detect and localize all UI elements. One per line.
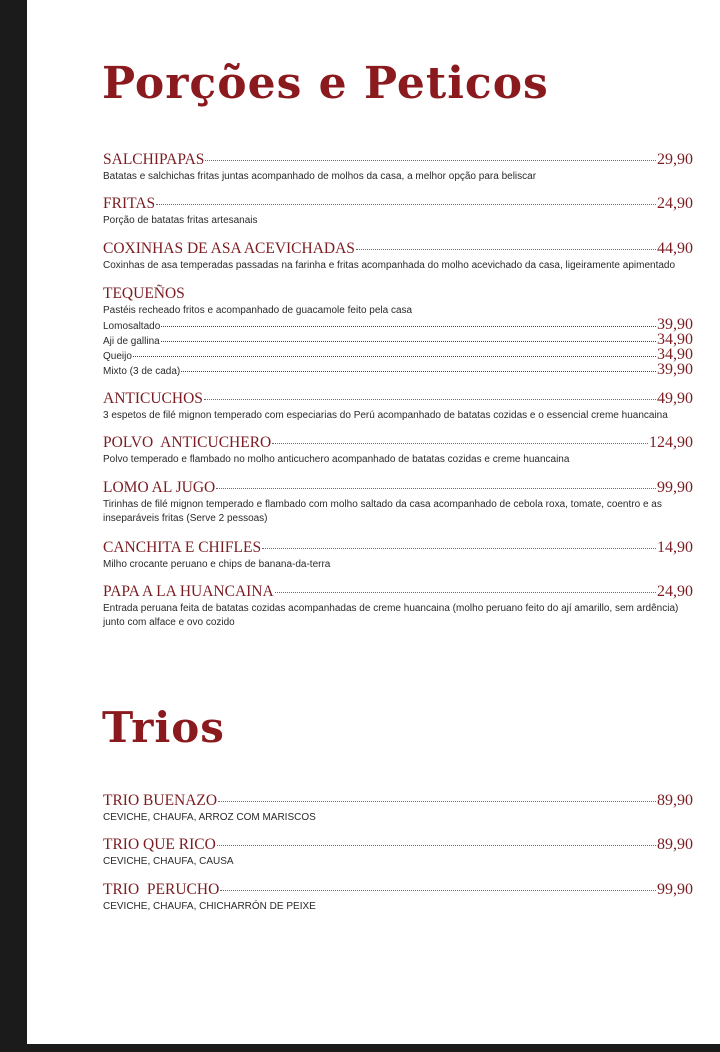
left-border: [0, 0, 27, 1052]
item-price: 24,90: [657, 583, 693, 600]
option-row: [103, 318, 693, 333]
menu-item: [103, 240, 693, 273]
item-description: Pastéis recheado fritos e acompanhado de guacamole feito pela casa: [103, 305, 413, 316]
item-name: PAPA A LA HUANCAINA: [103, 583, 274, 600]
item-name: POLVO ANTICUCHERO: [103, 434, 272, 451]
item-price: 29,90: [657, 151, 693, 168]
dot-leader: [275, 592, 656, 593]
item-description: Milho crocante peruano e chips de banana-da-terra: [103, 559, 331, 570]
option-row: [103, 363, 693, 378]
menu-item: [103, 195, 693, 228]
bottom-border: [0, 1044, 720, 1052]
item-name: COXINHAS DE ASA ACEVICHADAS: [103, 240, 355, 257]
option-row: [103, 333, 693, 348]
item-description: Entrada peruana feita de batatas cozidas acompanhadas de creme huancaina (molho peruano feito do ají amarillo, sem ardência) junto com alface e ovo cozido: [103, 603, 679, 628]
option-price: 39,90: [657, 361, 693, 378]
option-name: Aji de gallina: [103, 336, 160, 347]
dot-leader: [156, 204, 656, 205]
item-description: CEVICHE, CHAUFA, CHICHARRÓN DE PEIXE: [103, 901, 316, 912]
item-description: 3 espetos de filé mignon temperado com especiarias do Perú acompanhado de batatas cozidas e o essencial creme huancaina: [103, 410, 668, 421]
item-name: TRIO BUENAZO: [103, 792, 218, 809]
item-description: Coxinhas de asa temperadas passadas na farinha e fritas acompanhada do molho acevichado da casa, ligeiramente apimentado: [103, 260, 676, 271]
item-name: ANTICUCHOS: [103, 390, 203, 407]
dot-leader: [262, 548, 656, 549]
menu-item: [103, 434, 693, 467]
item-description: CEVICHE, CHAUFA, ARROZ COM MARISCOS: [103, 812, 316, 823]
item-description: CEVICHE, CHAUFA, CAUSA: [103, 856, 234, 867]
item-price: 14,90: [657, 539, 693, 556]
option-row: [103, 348, 693, 363]
item-name: TRIO QUE RICO: [103, 836, 216, 853]
menu-item: [103, 583, 693, 630]
option-price: 34,90: [657, 331, 693, 348]
item-price: 49,90: [657, 390, 693, 407]
item-name: SALCHIPAPAS: [103, 151, 205, 168]
menu-item: [103, 390, 693, 423]
dot-leader: [356, 249, 656, 250]
dot-leader: [181, 371, 656, 372]
menu-item: [103, 836, 693, 869]
item-price: 89,90: [657, 792, 693, 809]
dot-leader: [216, 488, 656, 489]
item-price: 24,90: [657, 195, 693, 212]
item-name: CANCHITA E CHIFLES: [103, 539, 262, 556]
option-price: 34,90: [657, 346, 693, 363]
menu-item: [103, 151, 693, 184]
dot-leader: [133, 356, 656, 357]
item-name: TRIO PERUCHO: [103, 881, 220, 898]
menu-item: [103, 539, 693, 572]
option-name: Queijo: [103, 351, 132, 362]
dot-leader: [161, 341, 656, 342]
menu-item: [103, 285, 693, 378]
item-price: 89,90: [657, 836, 693, 853]
item-description: Porção de batatas fritas artesanais: [103, 215, 258, 226]
item-price: 99,90: [657, 881, 693, 898]
dot-leader: [161, 326, 656, 327]
item-price: 124,90: [649, 434, 693, 451]
option-name: Mixto (3 de cada): [103, 366, 181, 377]
dot-leader: [204, 399, 656, 400]
menu-item: [103, 881, 693, 914]
option-price: 39,90: [657, 316, 693, 333]
item-price: 99,90: [657, 479, 693, 496]
menu-item: [103, 479, 693, 526]
dot-leader: [205, 160, 656, 161]
dot-leader: [272, 443, 648, 444]
item-name: LOMO AL JUGO: [103, 479, 216, 496]
item-name: FRITAS: [103, 195, 156, 212]
dot-leader: [218, 801, 656, 802]
item-price: 44,90: [657, 240, 693, 257]
item-name: TEQUEÑOS: [103, 285, 185, 302]
section-title-porcoes: Porções e Peticos: [102, 58, 549, 109]
menu-item: [103, 792, 693, 825]
dot-leader: [217, 845, 656, 846]
item-description: Polvo temperado e flambado no molho anticuchero acompanhado de batatas cozidas e creme huancaina: [103, 454, 570, 465]
section-title-trios: Trios: [102, 703, 225, 752]
item-description: Batatas e salchichas fritas juntas acompanhado de molhos da casa, a melhor opção para beliscar: [103, 171, 537, 182]
option-name: Lomosaltado: [103, 321, 161, 332]
dot-leader: [220, 890, 656, 891]
item-description: Tirinhas de filé mignon temperado e flambado com molho saltado da casa acompanhado de cebola roxa, tomate, coentro e as inseparáveis fritas (Serve 2 pessoas): [103, 499, 662, 524]
